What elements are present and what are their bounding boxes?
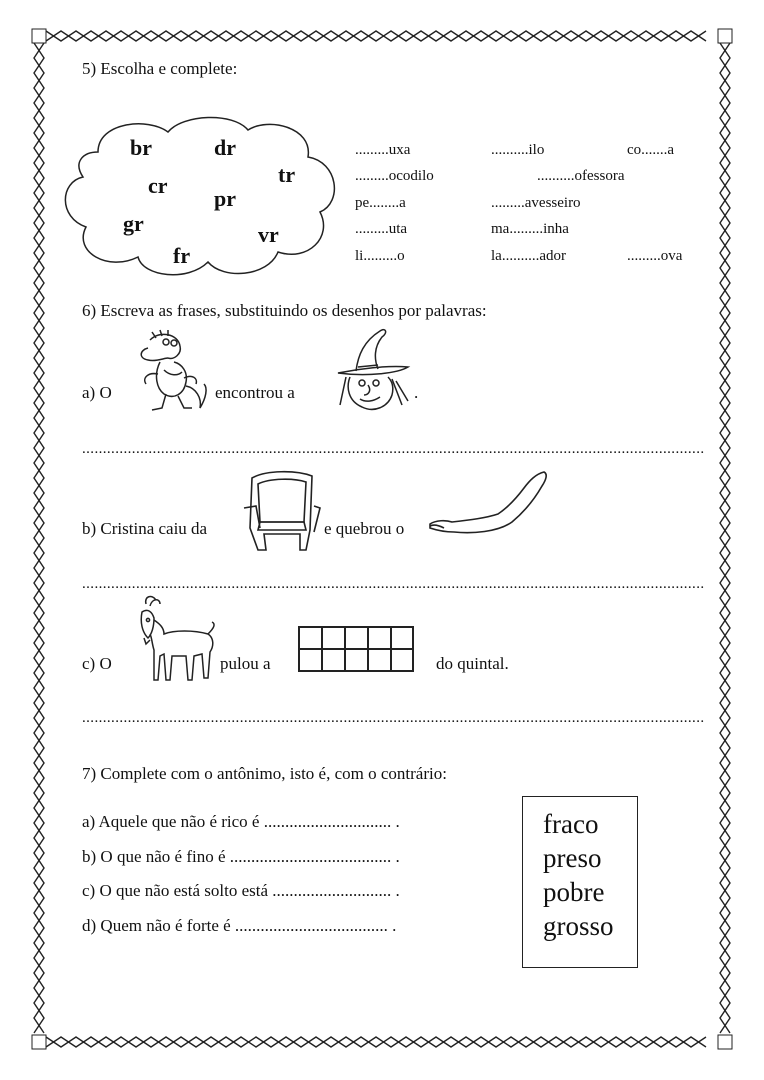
q6a-prefix: a) O <box>82 383 112 402</box>
syllable-br: br <box>130 135 152 160</box>
q6a-end: . <box>414 383 419 402</box>
blank-word: pe........a <box>355 195 406 211</box>
syllable-tr: tr <box>278 162 296 187</box>
q5-title: 5) Escolha e complete: <box>82 59 238 78</box>
word-bank-item: preso <box>543 843 602 873</box>
q7-item-b: b) O que não é fino é ...................................... . <box>82 847 400 866</box>
q7-title: 7) Complete com o antônimo, isto é, com o contrário: <box>82 764 447 783</box>
q6a-mid: encontrou a <box>215 383 295 402</box>
syllable-cr: cr <box>148 173 168 198</box>
goat-illustration <box>130 594 220 686</box>
blank-word: .........uxa <box>355 142 411 158</box>
arm-illustration <box>426 470 550 534</box>
word-bank <box>522 796 638 968</box>
q6c-mid: pulou a <box>220 654 271 673</box>
blank-word: co.......a <box>627 142 675 158</box>
blank-word: .........ocodilo <box>355 168 434 184</box>
blank-word: ma.........inha <box>491 221 569 237</box>
blank-word: .........avesseiro <box>491 195 581 211</box>
blank-word: .........ova <box>627 248 683 264</box>
syllable-gr: gr <box>123 211 144 236</box>
syllable-dr: dr <box>214 135 236 160</box>
answer-line: ...................................................................................................................................................... <box>82 441 705 457</box>
word-bank-item: pobre <box>543 877 605 907</box>
q7-item-a: a) Aquele que não é rico é .............................. . <box>82 812 400 831</box>
word-bank-item: fraco <box>543 809 599 839</box>
syllable-vr: vr <box>258 222 279 247</box>
blank-word: li.........o <box>355 248 405 264</box>
dragon-illustration <box>130 328 210 418</box>
q6c-prefix: c) O <box>82 654 112 673</box>
syllable-fr: fr <box>173 243 191 268</box>
witch-illustration <box>328 325 414 415</box>
chair-illustration <box>236 470 322 554</box>
q6b-mid: e quebrou o <box>324 519 405 538</box>
answer-line: ...................................................................................................................................................... <box>82 576 705 592</box>
blank-word: la..........ador <box>491 248 566 264</box>
word-bank-item: grosso <box>543 911 614 941</box>
answer-line: ...................................................................................................................................................... <box>82 710 705 726</box>
q7-item-c: c) O que não está solto está ............................ . <box>82 881 400 900</box>
cloud-shape <box>58 112 340 282</box>
q6-title: 6) Escreva as frases, substituindo os desenhos por palavras: <box>82 301 487 320</box>
q6c-end: do quintal. <box>436 654 509 673</box>
q6b-prefix: b) Cristina caiu da <box>82 519 208 538</box>
q7-item-d: d) Quem não é forte é .................................... . <box>82 916 397 935</box>
wall-illustration <box>298 626 414 672</box>
blank-word: .........uta <box>355 221 408 237</box>
syllable-pr: pr <box>214 186 236 211</box>
blank-word: ..........ilo <box>491 142 545 158</box>
blank-word: ..........ofessora <box>537 168 625 184</box>
